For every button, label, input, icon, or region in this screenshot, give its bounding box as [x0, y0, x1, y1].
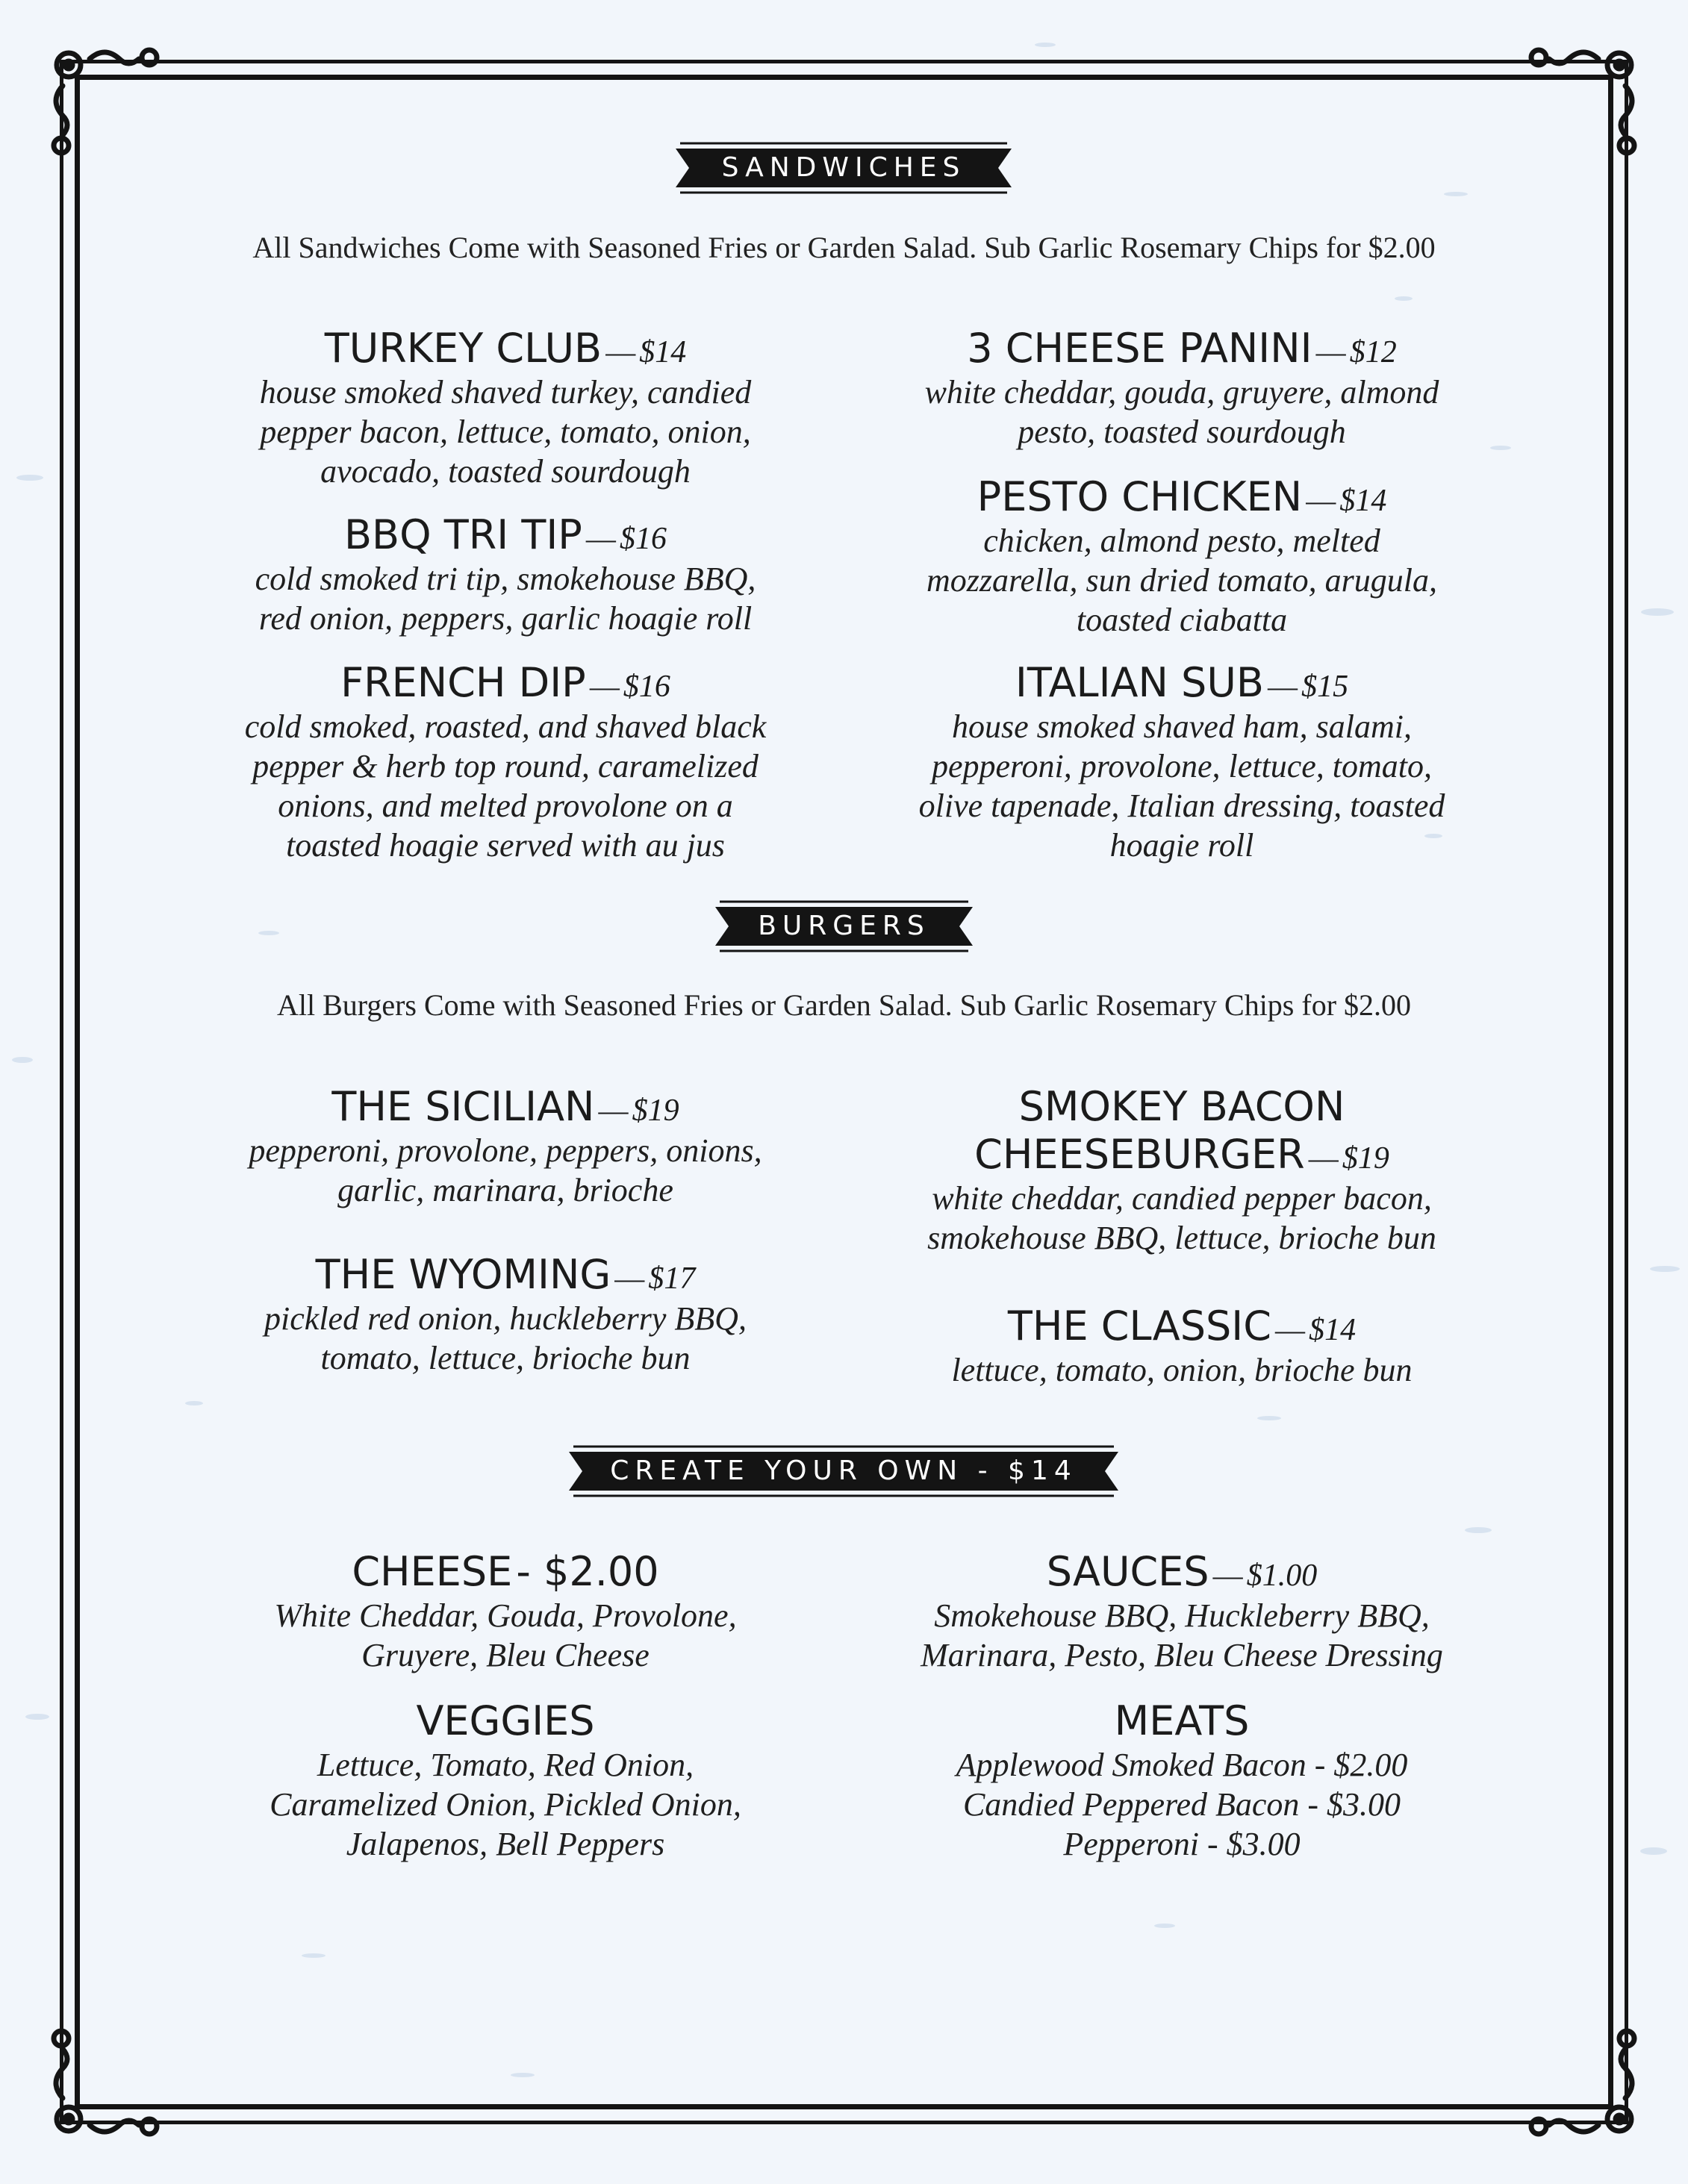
cyo-sauces-title: SAUCES	[1046, 1548, 1209, 1595]
create-your-own-header: CREATE YOUR OWN - $14	[610, 1456, 1077, 1486]
item-description: white cheddar, gouda, gruyere, almond pesto, toasted sourdough	[924, 374, 1439, 450]
item-price: $19	[632, 1093, 679, 1128]
sandwiches-banner	[676, 140, 1012, 196]
menu-item-the-sicilian: THE SICILIAN — $19 pepperoni, provolone, peppers, onions, garlic, marinara, brioche	[199, 1083, 812, 1210]
menu-item-pesto-chicken: PESTO CHICKEN — $14 chicken, almond pesto, melted mozzarella, sun dried tomato, arugula, toasted ciabatta	[876, 473, 1488, 640]
menu-item-italian-sub: ITALIAN SUB — $15 house smoked shaved ham, salami, pepperoni, provolone, lettuce, tomato, olive tapenade, Italian dressing, toasted hoagie roll	[876, 659, 1488, 865]
burgers-header: BURGERS	[758, 911, 930, 941]
corner-ornament-bottom-left	[45, 1994, 194, 2143]
item-description: pepperoni, provolone, peppers, onions, garlic, marinara, brioche	[249, 1132, 762, 1208]
item-price: $14	[1339, 484, 1387, 518]
menu-item-turkey-club: TURKEY CLUB — $14 house smoked shaved turkey, candied pepper bacon, lettuce, tomato, onion, avocado, toasted sourdough	[199, 325, 812, 491]
item-name-line2: CHEESEBURGER	[974, 1131, 1305, 1178]
item-description: lettuce, tomato, onion, brioche bun	[951, 1352, 1413, 1388]
corner-ornament-top-left	[45, 41, 194, 190]
item-description: pickled red onion, huckleberry BBQ, tomato, lettuce, brioche bun	[264, 1300, 747, 1376]
item-name: BBQ TRI TIP	[343, 511, 582, 558]
item-price: $15	[1301, 670, 1349, 704]
item-price: $19	[1342, 1141, 1389, 1176]
cyo-cheese	[199, 1548, 812, 1675]
item-name: THE WYOMING	[315, 1251, 611, 1298]
item-price: $14	[639, 335, 687, 369]
cyo-cheese-price: - $2.00	[516, 1548, 659, 1595]
menu-item-smokey-bacon-cheeseburger: SMOKEY BACON CHEESEBURGER — $19 white cheddar, candied pepper bacon, smokehouse BBQ, lettuce, brioche bun	[876, 1083, 1488, 1258]
cyo-cheese-title: CHEESE	[352, 1548, 513, 1595]
sandwiches-header: SANDWICHES	[721, 152, 966, 183]
cyo-sauces: SAUCES — $1.00 Smokehouse BBQ, Huckleberry BBQ, Marinara, Pesto, Bleu Cheese Dressing	[876, 1548, 1488, 1675]
cyo-meats-title: MEATS	[1114, 1697, 1250, 1744]
menu-item-french-dip: FRENCH DIP — $16 cold smoked, roasted, and shaved black pepper & herb top round, caramelized onions, and melted provolone on a toasted hoagie served with au jus	[199, 659, 812, 865]
menu-item-the-classic: THE CLASSIC — $14 lettuce, tomato, onion, brioche bun	[876, 1302, 1488, 1390]
create-your-own-banner	[569, 1444, 1118, 1499]
item-description: Smokehouse BBQ, Huckleberry BBQ, Marinara, Pesto, Bleu Cheese Dressing	[921, 1597, 1443, 1673]
item-price: $14	[1309, 1313, 1357, 1347]
item-description: cold smoked tri tip, smokehouse BBQ, red onion, peppers, garlic hoagie roll	[255, 561, 756, 637]
item-name: 3 CHEESE PANINI	[967, 325, 1312, 372]
item-name: FRENCH DIP	[340, 659, 586, 706]
cyo-meats	[876, 1697, 1488, 1864]
item-name: TURKEY CLUB	[324, 325, 602, 372]
item-description: chicken, almond pesto, melted mozzarella, sun dried tomato, arugula, toasted ciabatta	[926, 522, 1438, 638]
corner-ornament-bottom-right	[1494, 1994, 1643, 2143]
corner-ornament-top-right	[1494, 41, 1643, 190]
item-price: $12	[1349, 335, 1397, 369]
item-price: $16	[620, 522, 667, 556]
item-description: Lettuce, Tomato, Red Onion, Caramelized Onion, Pickled Onion, Jalapenos, Bell Peppers	[270, 1747, 741, 1862]
item-name-line1: SMOKEY BACON	[1018, 1083, 1345, 1130]
cyo-sauces-price: $1.00	[1246, 1559, 1318, 1593]
item-description: house smoked shaved turkey, candied pepper bacon, lettuce, tomato, onion, avocado, toasted sourdough	[259, 374, 752, 490]
menu-item-the-wyoming: THE WYOMING — $17 pickled red onion, huckleberry BBQ, tomato, lettuce, brioche bun	[199, 1251, 812, 1378]
cyo-veggies-title: VEGGIES	[416, 1697, 595, 1744]
item-description: white cheddar, candied pepper bacon, smokehouse BBQ, lettuce, brioche bun	[927, 1180, 1436, 1256]
item-name: PESTO CHICKEN	[977, 473, 1303, 520]
burgers-banner	[715, 899, 973, 954]
item-description: Applewood Smoked Bacon - $2.00 Candied Peppered Bacon - $3.00 Pepperoni - $3.00	[956, 1747, 1408, 1862]
item-description: White Cheddar, Gouda, Provolone, Gruyere, Bleu Cheese	[274, 1597, 737, 1673]
cyo-veggies	[199, 1697, 812, 1864]
item-name: THE SICILIAN	[331, 1083, 595, 1130]
burgers-note: All Burgers Come with Seasoned Fries or Garden Salad. Sub Garlic Rosemary Chips for $2.00	[276, 988, 1412, 1022]
item-price: $17	[648, 1261, 696, 1296]
item-name: THE CLASSIC	[1007, 1302, 1271, 1350]
item-description: house smoked shaved ham, salami, pepperoni, provolone, lettuce, tomato, olive tapenade, Italian dressing, toasted hoagie roll	[918, 708, 1445, 864]
item-description: cold smoked, roasted, and shaved black pepper & herb top round, caramelized onions, and melted provolone on a toasted hoagie served with au jus	[244, 708, 767, 864]
sandwiches-note: All Sandwiches Come with Seasoned Fries or Garden Salad. Sub Garlic Rosemary Chips for $2.00	[252, 231, 1436, 264]
menu-item-3-cheese-panini: 3 CHEESE PANINI — $12 white cheddar, gouda, gruyere, almond pesto, toasted sourdough	[876, 325, 1488, 452]
item-price: $16	[623, 670, 670, 704]
item-name: ITALIAN SUB	[1015, 659, 1264, 706]
menu-item-bbq-tri-tip: BBQ TRI TIP — $16 cold smoked tri tip, smokehouse BBQ, red onion, peppers, garlic hoagie roll	[199, 511, 812, 638]
